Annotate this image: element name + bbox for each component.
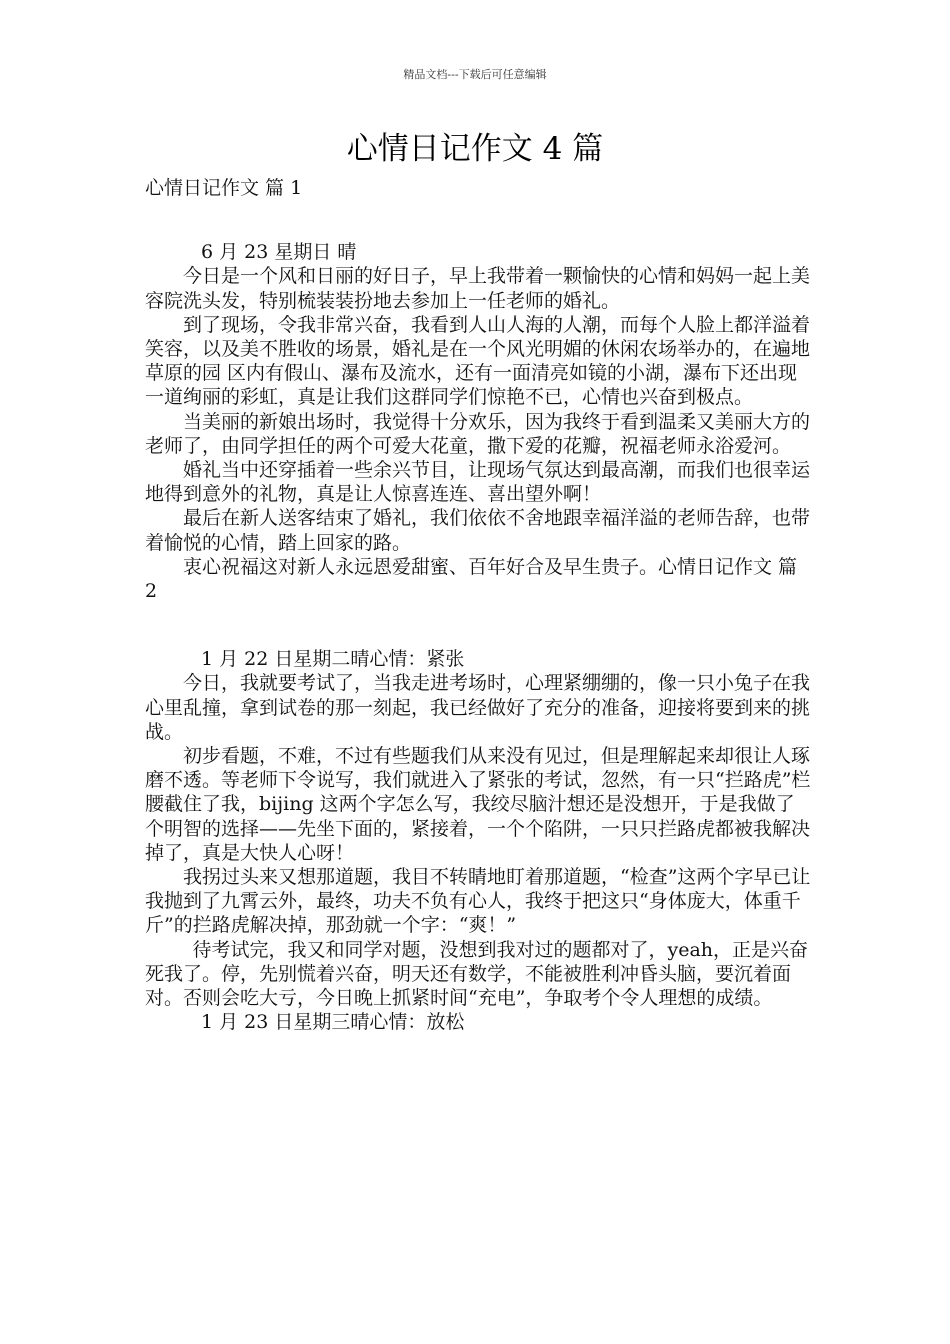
paragraph: 婚礼当中还穿插着一些余兴节目，让现场气氛达到最高潮，而我们也很幸运地得到意外的礼物，真是让人惊喜连连、喜出望外啊！	[145, 459, 811, 506]
paragraph: 我拐过头来又想那道题，我目不转睛地盯着那道题，“检查”这两个字早已让我抛到了九霄云外，最终，功夫不负有心人，我终于把这只“身体庞大，体重千斤”的拦路虎解决掉，那劲就一个字：“爽！”	[145, 866, 811, 937]
paragraph: 初步看题，不难，不过有些题我们从来没有见过，但是理解起来却很让人琢磨不透。等老师下令说写，我们就进入了紧张的考试，忽然，有一只“拦路虎”栏腰截住了我，bijing 这两个字怎么写，我绞尽脑汁想还是没想开，于是我做了个明智的选择——先坐下面的，紧接着，一个个陷阱，一只只拦路虎都被我解决掉了，真是大快人心呀！	[145, 745, 811, 864]
section-1-heading: 心情日记作文 篇 1	[145, 177, 303, 199]
spacer	[145, 603, 813, 647]
page-header-note: 精品文档---下载后可任意编辑	[403, 68, 547, 81]
paragraph: 最后在新人送客结束了婚礼，我们依依不舍地跟幸福洋溢的老师告辞，也带着愉悦的心情，踏上回家的路。	[145, 507, 811, 554]
diary-date-line: 6 月 23 星期日 晴	[201, 241, 357, 264]
document-body	[145, 176, 813, 1035]
diary-date-line: 1 月 23 日星期三晴心情：放松	[201, 1011, 465, 1034]
diary-date-line: 1 月 22 日星期二晴心情：紧张	[201, 648, 465, 671]
paragraph: 衷心祝福这对新人永远恩爱甜蜜、百年好合及早生贵子。心情日记作文 篇 2	[145, 555, 798, 603]
paragraph: 当美丽的新娘出场时，我觉得十分欢乐，因为我终于看到温柔又美丽大方的老师了，由同学担任的两个可爱大花童，撒下爱的花瓣，祝福老师永浴爱河。	[145, 410, 811, 457]
paragraph: 今日是一个风和日丽的好日子，早上我带着一颗愉快的心情和妈妈一起上美容院洗头发，特别梳装装扮地去参加上一任老师的婚礼。	[145, 265, 811, 312]
paragraph: 今日，我就要考试了，当我走进考场时，心理紧绷绷的，像一只小兔子在我心里乱撞，拿到试卷的那一刻起，我已经做好了充分的准备，迎接将要到来的挑战。	[145, 672, 811, 743]
paragraph: 待考试完，我又和同学对题，没想到我对过的题都对了，yeah，正是兴奋死我了。停，先别慌着兴奋，明天还有数学，不能被胜利冲昏头脑，要沉着面对。否则会吃大亏，今日晚上抓紧时间“充电”，争取考个令人理想的成绩。	[145, 938, 809, 1010]
spacer	[145, 200, 813, 240]
paragraph: 到了现场，令我非常兴奋，我看到人山人海的人潮，而每个人脸上都洋溢着笑容，以及美不胜收的场景，婚礼是在一个风光明媚的休闲农场举办的，在遍地草原的园 区内有假山、瀑布及流水，还有一面清亮如镜的小湖，瀑布下还出现一道绚丽的彩虹，真是让我们这群同学们惊艳不已，心情也兴奋到极点。	[145, 313, 811, 409]
document-title: 心情日记作文 4 篇	[346, 131, 604, 167]
